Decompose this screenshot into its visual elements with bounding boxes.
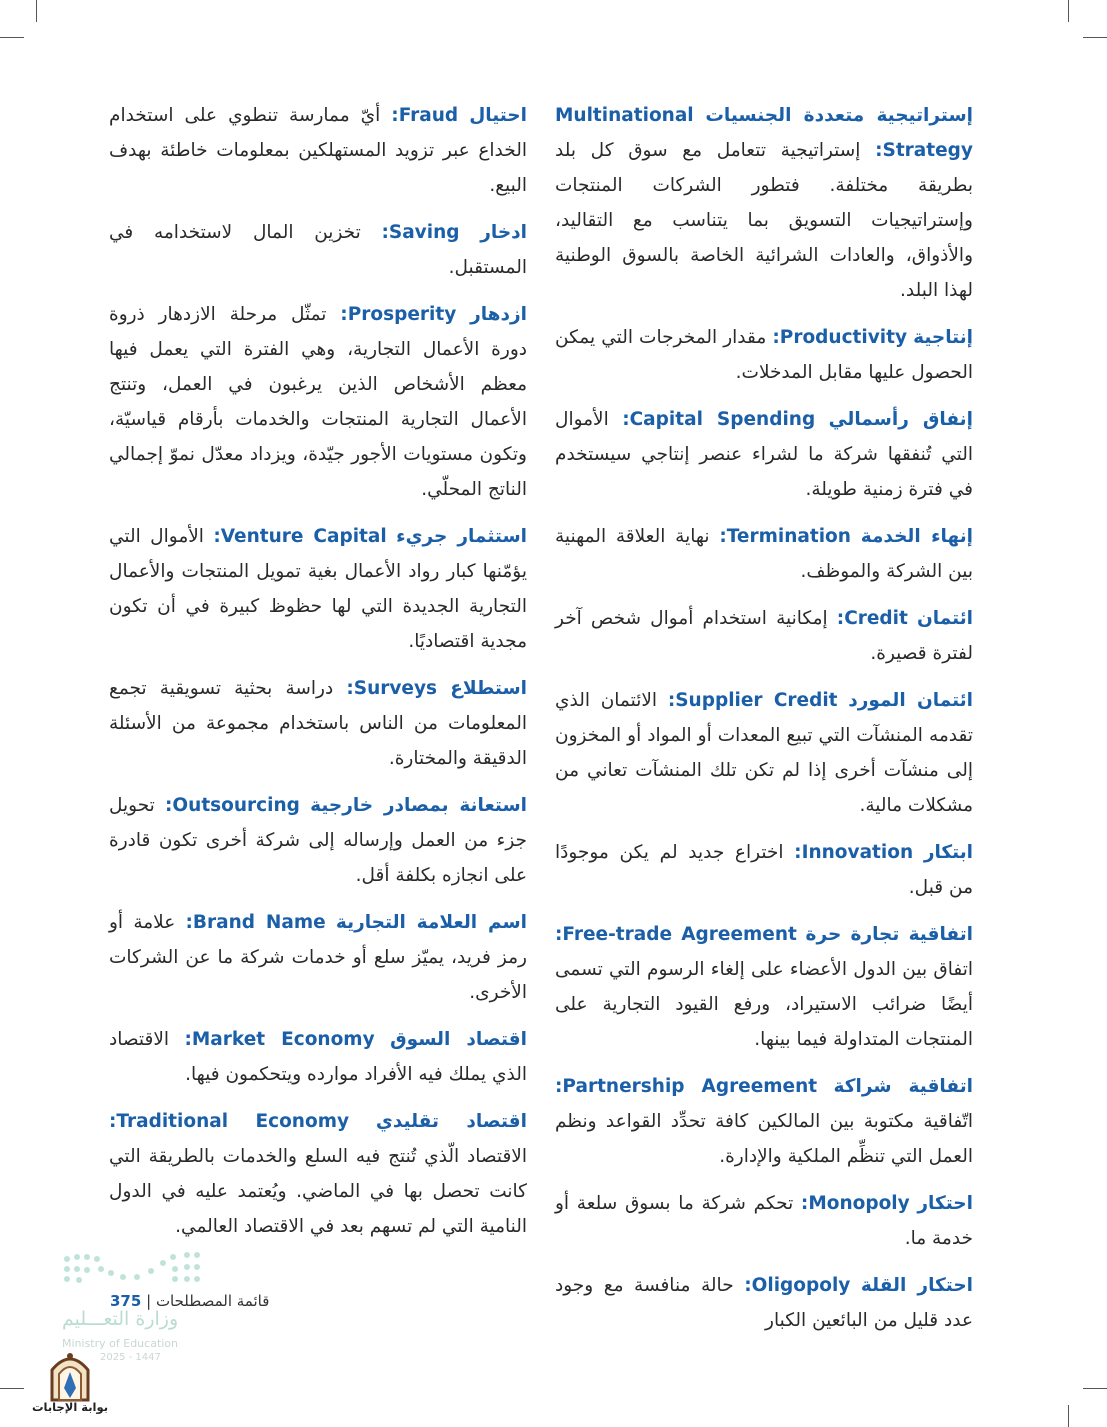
term-definition: الاقتصاد الّذي تُنتج فيه السلع والخدمات بالطريقة التي كانت تحصل بها في الماضي. ويُعتمد عليه في الدول النامية التي لم تسهم بعد في الاقتصاد العالمي. [109,1146,527,1237]
glossary-entry: استطلاع Surveys: دراسة بحثية تسويقية تجمع المعلومات من الناس باستخدام مجموعة من الأسئلة الدقيقة والمختارة. [109,678,527,769]
term-definition: مقدار المخرجات التي يمكن الحصول عليها مقابل المدخلات. [555,327,973,383]
term-en: Productivity [779,327,908,348]
term-definition: تخزين المال لاستخدامه في المستقبل. [109,222,527,278]
glossary-entry: ازدهار Prosperity: تمثّل مرحلة الازدهار ذروة دورة الأعمال التجارية، وهي الفترة التي يعمل فيها معظم الأشخاص الذين يرغبون في العمل، وتنتج الأعمال التجارية المنتجات والخدمات بأرقام قياسيّة، وتكون مستويات الأجور جيّدة، ويزداد معدّل نموّ إجمالي الناتج المحلّي. [109,304,527,500]
term-en: Fraud [398,105,459,126]
term-ar: ادخار [480,222,527,243]
term-en: Surveys [353,678,438,699]
term-ar: إستراتيجية متعددة الجنسيات [705,105,973,126]
glossary-entry: إستراتيجية متعددة الجنسيات Multinational Strategy: إستراتيجية تتعامل مع سوق كل بلد بطريقة مختلفة. فتطور الشركات المنتجات وإستراتيجيات التسويق بما يتناسب مع التقاليد، والأذواق، والعادات الشرائية الخاصة بالسوق الوطنية لهذا البلد. [555,105,973,301]
crop-mark [1083,37,1107,38]
crop-mark [1068,1405,1069,1427]
term-en: Multinational Strategy [555,105,973,161]
gate-icon [30,1348,110,1402]
crop-mark [36,0,37,22]
term-definition: تحكم شركة ما بسوق سلعة أو خدمة ما. [555,1193,973,1249]
section-title: قائمة المصطلحات [155,1292,270,1310]
term-ar: استعانة بمصادر خارجية [310,795,527,816]
term-ar: اتفاقية تجارة حرة [805,924,974,945]
term-definition: الأموال التي يؤمّنها كبار رواد الأعمال بغية تمويل المنتجات والأعمال التجارية الجديدة التي لها حظوظ كبيرة في أن تكون مجدية اقتصاديًا. [109,526,527,652]
term-definition: اتّفاقية مكتوبة بين المالكين كافة تحدِّد القواعد ونظم العمل التي تنظِّم الملكية والإدارة. [555,1111,973,1167]
term-en: Saving [388,222,460,243]
term-ar: ائتمان المورد [848,690,973,711]
term-ar: اتفاقية شراكة [833,1076,973,1097]
glossary-entry: ابتكار Innovation: اختراع جديد لم يكن موجودًا من قبل. [555,842,974,898]
ministry-year: 2025 - 1447 [100,1352,161,1363]
glossary-entry: ادخار Saving: تخزين المال لاستخدامه في المستقبل. [109,222,527,278]
term-ar: اسم العلامة التجارية [335,912,527,933]
term-ar: إنفاق رأسمالي [828,409,973,430]
glossary-entry: احتيال Fraud: أيّ ممارسة تنطوي على استخدام الخداع عبر تزويد المستهلكين بمعلومات خاطئة بهدف البيع. [109,105,527,196]
glossary-entry: اقتصاد تقليدي Traditional Economy: الاقتصاد الّذي تُنتج فيه السلع والخدمات بالطريقة التي كانت تحصل بها في الماضي. ويُعتمد عليه في الدول النامية التي لم تسهم بعد في الاقتصاد العالمي. [109,1111,528,1237]
term-definition: نهاية العلاقة المهنية بين الشركة والموظف. [555,526,973,582]
term-definition: الأموال التي تُنفقها شركة ما لشراء عنصر إنتاجي سيستخدم في فترة زمنية طويلة. [555,409,973,500]
term-en: Brand Name [192,912,326,933]
term-en: Traditional Economy [116,1111,350,1132]
crop-mark [1068,0,1069,22]
answers-gate-logo [30,1348,110,1426]
page-number: 375 [110,1292,142,1310]
term-definition: تحويل جزء من العمل وإرساله إلى شركة أخرى تكون قادرة على انجازه بكلفة أقل. [109,795,527,886]
term-en: Oligopoly [751,1275,851,1296]
glossary-entry: اسم العلامة التجارية Brand Name: علامة أو رمز فريد، يميّز سلع أو خدمات شركة ما عن الشركات الأخرى. [109,912,527,1003]
term-ar: احتكار القلة [860,1275,973,1296]
crop-mark [1083,1388,1107,1389]
term-ar: ابتكار [923,842,974,863]
term-definition: إستراتيجية تتعامل مع سوق كل بلد بطريقة مختلفة. فتطور الشركات المنتجات وإستراتيجيات التسويق بما يتناسب مع التقاليد، والأذواق، والعادات الشرائية الخاصة بالسوق الوطنية لهذا البلد. [555,140,973,301]
answers-gate-text: بوابة الإجابات [31,1400,109,1414]
term-en: Credit [844,608,908,629]
term-ar: ائتمان [917,608,973,629]
glossary-entry: احتكار Monopoly: تحكم شركة ما بسوق سلعة أو خدمة ما. [555,1193,973,1249]
term-definition: علامة أو رمز فريد، يميّز سلع أو خدمات شركة ما عن الشركات الأخرى. [109,912,527,1003]
glossary-entry: إنتاجية Productivity: مقدار المخرجات التي يمكن الحصول عليها مقابل المدخلات. [555,327,973,383]
term-en: Venture Capital [220,526,387,547]
term-en: Partnership Agreement [562,1076,818,1097]
term-definition: الاقتصاد الذي يملك فيه الأفراد موارده ويتحكمون فيها. [109,1029,527,1085]
term-ar: استطلاع [450,678,527,699]
crop-mark [0,1388,24,1389]
term-ar: ازدهار [470,304,527,325]
term-en: Market Economy [191,1029,375,1050]
term-definition: أيّ ممارسة تنطوي على استخدام الخداع عبر تزويد المستهلكين بمعلومات خاطئة بهدف البيع. [109,105,527,196]
glossary-entry: اتفاقية تجارة حرة Free-trade Agreement: اتفاق بين الدول الأعضاء على إلغاء الرسوم التي تسمى أيضًا ضرائب الاستيراد، ورفع القيود التجارية على المنتجات المتداولة فيما بينها. [555,924,974,1050]
term-en: Innovation [801,842,914,863]
term-ar: اقتصاد السوق [390,1029,527,1050]
term-ar: اقتصاد تقليدي [375,1111,528,1132]
term-en: Supplier Credit [675,690,838,711]
term-definition: اختراع جديد لم يكن موجودًا من قبل. [555,842,973,898]
term-ar: استثمار جريء [396,526,527,547]
glossary-right-column [555,98,973,1350]
term-ar: احتيال [469,105,527,126]
glossary-entry: استعانة بمصادر خارجية Outsourcing: تحويل جزء من العمل وإرساله إلى شركة أخرى تكون قادرة على انجازه بكلفة أقل. [109,795,527,886]
glossary-entry: احتكار القلة Oligopoly: حالة منافسة مع وجود عدد قليل من البائعين الكبار [555,1275,973,1331]
term-ar: إنهاء الخدمة [860,526,973,547]
term-en: Prosperity [347,304,457,325]
ministry-name-ar: وزارة التعـــليم [62,1308,179,1330]
glossary-entry: ائتمان Credit: إمكانية استخدام أموال شخص آخر لفترة قصيرة. [555,608,973,664]
footer-separator: | [146,1292,152,1310]
term-en: Termination [726,526,851,547]
term-definition: اتفاق بين الدول الأعضاء على إلغاء الرسوم التي تسمى أيضًا ضرائب الاستيراد، ورفع القيود التجارية على المنتجات المتداولة فيما بينها. [555,959,973,1050]
term-en: Monopoly [808,1193,910,1214]
term-en: Capital Spending [629,409,816,430]
ministry-name-en: Ministry of Education [62,1337,179,1350]
term-definition: حالة منافسة مع وجود عدد قليل من البائعين الكبار [555,1275,973,1331]
term-definition: الائتمان الذي تقدمه المنشآت التي تبيع المعدات أو المواد أو المخزون إلى منشآت أخرى إذا لم تكن تلك المنشآت تعاني من مشكلات مالية. [555,690,973,816]
glossary-entry: استثمار جريء Venture Capital: الأموال التي يؤمّنها كبار رواد الأعمال بغية تمويل المنتجات والأعمال التجارية الجديدة التي لها حظوظ كبيرة في أن تكون مجدية اقتصاديًا. [109,526,527,652]
glossary-entry: إنفاق رأسمالي Capital Spending: الأموال التي تُنفقها شركة ما لشراء عنصر إنتاجي سيستخدم في فترة زمنية طويلة. [555,409,973,500]
term-ar: احتكار [917,1193,973,1214]
term-definition: تمثّل مرحلة الازدهار ذروة دورة الأعمال التجارية، وهي الفترة التي يعمل فيها معظم الأشخاص الذين يرغبون في العمل، وتنتج الأعمال التجارية المنتجات والخدمات بأرقام قياسيّة، وتكون مستويات الأجور جيّدة، ويزداد معدّل نموّ إجمالي الناتج المحلّي. [109,304,527,500]
glossary-entry: إنهاء الخدمة Termination: نهاية العلاقة المهنية بين الشركة والموظف. [555,526,973,582]
term-definition: دراسة بحثية تسويقية تجمع المعلومات من الناس باستخدام مجموعة من الأسئلة الدقيقة والمختارة. [109,678,527,769]
term-ar: إنتاجية [913,327,973,348]
glossary-entry: اتفاقية شراكة Partnership Agreement: اتّفاقية مكتوبة بين المالكين كافة تحدِّد القواعد ونظم العمل التي تنظِّم الملكية والإدارة. [555,1076,973,1167]
glossary-left-column [109,98,527,1256]
crop-mark [0,37,24,38]
glossary-entry: اقتصاد السوق Market Economy: الاقتصاد الذي يملك فيه الأفراد موارده ويتحكمون فيها. [109,1029,527,1085]
term-en: Outsourcing [172,795,300,816]
glossary-entry: ائتمان المورد Supplier Credit: الائتمان الذي تقدمه المنشآت التي تبيع المعدات أو المواد أو المخزون إلى منشآت أخرى إذا لم تكن تلك المنشآت تعاني من مشكلات مالية. [555,690,973,816]
term-en: Free-trade Agreement [562,924,797,945]
term-definition: إمكانية استخدام أموال شخص آخر لفترة قصيرة. [555,608,973,664]
